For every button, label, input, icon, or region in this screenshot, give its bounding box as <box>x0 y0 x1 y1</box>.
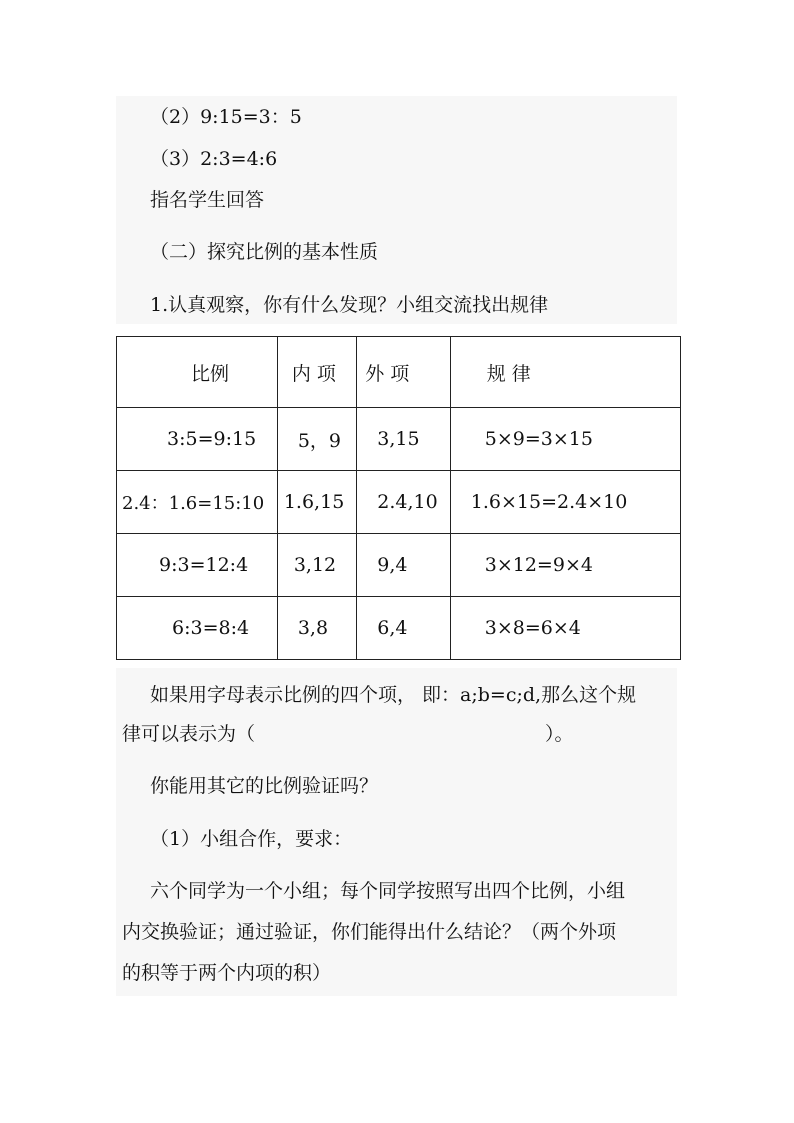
cell-outer-terms: 2.4,10 <box>357 471 450 534</box>
header-inner-terms: 内 项 <box>277 337 356 408</box>
fill-in-line <box>122 725 574 744</box>
task-line: 内交换验证；通过验证，你们能得出什么结论？（两个外项 <box>122 921 617 943</box>
cell-proportion: 2.4：1.6=15:10 <box>117 471 278 534</box>
table-row <box>117 471 681 534</box>
task-line: 六个同学为一个小组；每个同学按照写出四个比例，小组 <box>150 880 626 902</box>
table-row <box>117 408 681 471</box>
task-heading: （1）小组合作，要求： <box>150 828 353 850</box>
cell-proportion: 9:3=12:4 <box>117 534 278 597</box>
table-row <box>117 597 681 660</box>
cell-inner-terms: 1.6,15 <box>277 471 356 534</box>
cell-inner-terms: 5，9 <box>277 408 356 471</box>
cell-proportion: 6:3=8:4 <box>117 597 278 660</box>
cell-inner-terms: 3,8 <box>277 597 356 660</box>
cell-outer-terms: 6,4 <box>357 597 450 660</box>
header-outer-terms: 外 项 <box>357 337 450 408</box>
fill-in-suffix: ）。 <box>545 723 574 745</box>
fill-in-prefix: 律可以表示为（ <box>122 723 256 745</box>
task-line: 的积等于两个内项的积） <box>122 962 332 984</box>
observe-prompt: 1.认真观察，你有什么发现？小组交流找出规律 <box>150 294 549 316</box>
verify-question: 你能用其它的比例验证吗？ <box>150 775 379 797</box>
instruction-line: 指名学生回答 <box>150 189 265 211</box>
cell-proportion: 3:5=9:15 <box>117 408 278 471</box>
cell-outer-terms: 3,15 <box>357 408 450 471</box>
cell-outer-terms: 9,4 <box>357 534 450 597</box>
header-rule: 规 律 <box>450 337 680 408</box>
intro-line-3: （3）2:3=4:6 <box>150 148 278 170</box>
section-heading: （二）探究比例的基本性质 <box>150 241 379 263</box>
cell-inner-terms: 3,12 <box>277 534 356 597</box>
cell-rule: 5×9=3×15 <box>450 408 680 471</box>
cell-rule: 1.6×15=2.4×10 <box>450 471 680 534</box>
table-header-row <box>117 337 681 408</box>
cell-rule: 3×8=6×4 <box>450 597 680 660</box>
header-proportion: 比例 <box>117 337 278 408</box>
cell-rule: 3×12=9×4 <box>450 534 680 597</box>
proportion-table <box>116 336 681 660</box>
letter-rule-line: 如果用字母表示比例的四个项， 即：a;b=c;d,那么这个规 <box>150 684 637 706</box>
intro-line-2: （2）9:15=3：5 <box>150 106 302 128</box>
table-row <box>117 534 681 597</box>
